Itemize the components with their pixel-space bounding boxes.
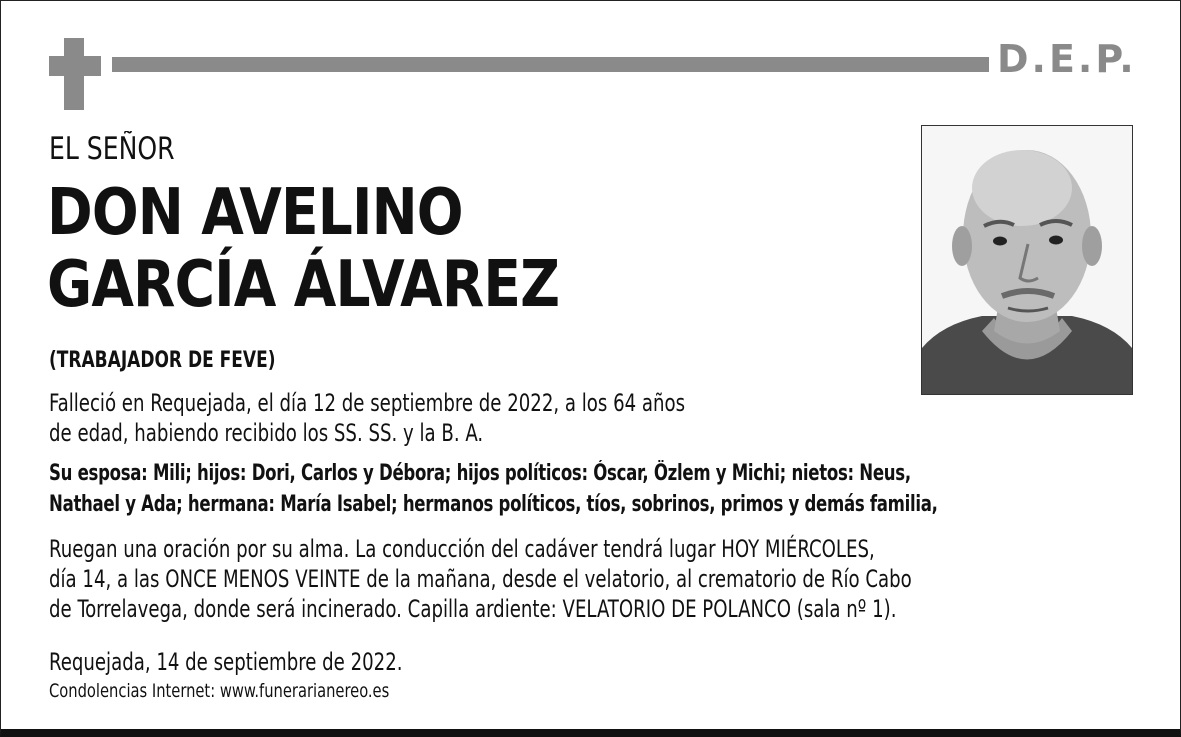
portrait-illustration [922,126,1132,394]
death-notice [49,388,685,448]
condolences-link: Condolencias Internet: www.funerarianereo.es [49,680,390,702]
cross-horizontal-bar [49,56,101,76]
place-and-date: Requejada, 14 de septiembre de 2022. [49,648,403,676]
service-line-1: Ruegan una oración por su alma. La conducción del cadáver tendrá lugar HOY MIÉRCOLES, [49,535,875,563]
deceased-name [47,177,559,321]
family-list [49,458,938,520]
honorific: EL SEÑOR [49,131,175,167]
header-rule [112,57,989,72]
name-line-1: DON AVELINO [47,176,463,250]
service-line-2: día 14, a las ONCE MENOS VEINTE de la mañana, desde el velatorio, al crematorio de Río Cabo [49,565,912,593]
family-line-1: Su esposa: Mili; hijos: Dori, Carlos y Débora; hijos políticos: Óscar, Özlem y Michi; nietos: Neus, [49,461,911,486]
death-notice-line-1: Falleció en Requejada, el día 12 de septiembre de 2022, a los 64 años [49,389,686,417]
cross-icon [49,38,101,110]
occupation: (TRABAJADOR DE FEVE) [49,348,276,373]
portrait-photo [921,125,1133,395]
dep-label: D.E.P. [997,37,1137,81]
family-line-2: Nathael y Ada; hermana: María Isabel; hermanos políticos, tíos, sobrinos, primos y demás familia, [49,492,938,517]
service-details [49,534,912,624]
service-line-3: de Torrelavega, donde será incinerado. Capilla ardiente: VELATORIO DE POLANCO (sala nº 1). [49,595,897,623]
name-line-2: GARCÍA ÁLVAREZ [47,248,560,322]
death-notice-line-2: de edad, habiendo recibido los SS. SS. y la B. A. [49,419,484,447]
